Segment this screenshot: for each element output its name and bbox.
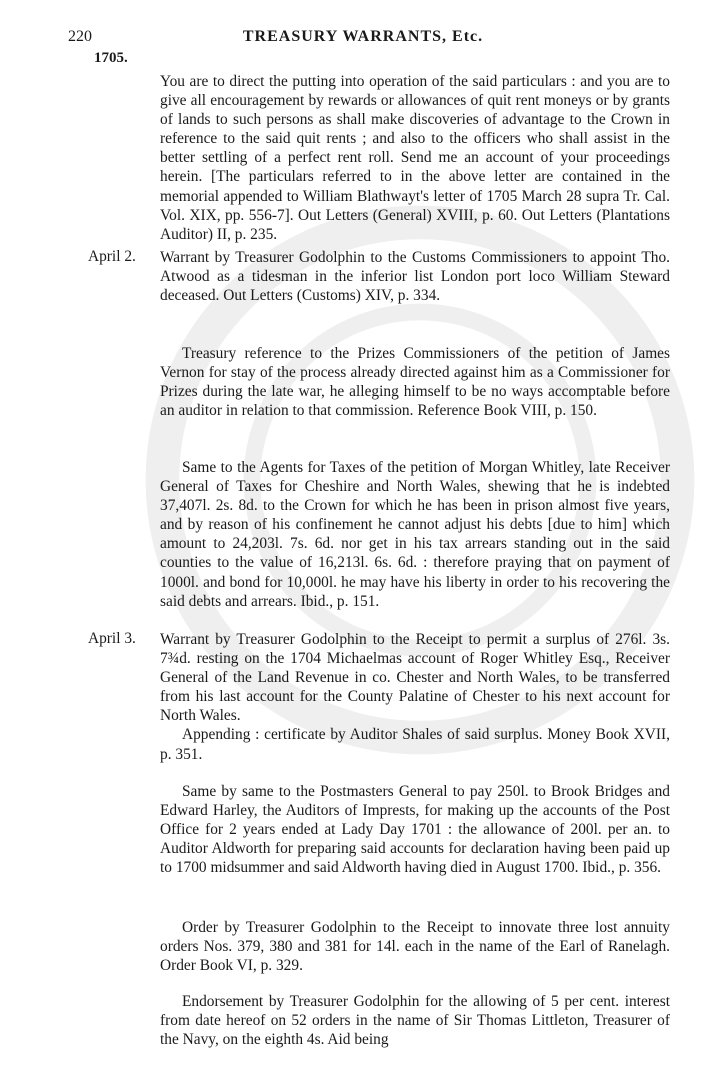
year-heading: 1705. [94, 50, 128, 66]
entry-paragraph [160, 344, 670, 420]
page-number: 220 [68, 28, 92, 45]
entry-paragraph [160, 72, 670, 244]
paragraph-text: Same to the Agents for Taxes of the petition of Morgan Whitley, late Receiver General of Taxes for Cheshire and North Wales, shewing that he is indebted 37,407l. 2s. 8d. to the Crown for which he has been in prison almost five years, and by reason of his confinement he cannot adjust his debts [due to him] which amount to 24,203l. 7s. 6d. nor get in his tax arrears standing out in the said counties to the value of 16,213l. 6s. 6d. : therefore praying that on payment of 1000l. and bond for 10,000l. he may have his liberty in order to his recovering the said debts and arrears. Ibid., p. 151. [160, 459, 670, 610]
paragraph-text: Warrant by Treasurer Godolphin to the Receipt to permit a surplus of 276l. 3s. 7¾d. resting on the 1704 Michaelmas account of Roger Whitley Esq., Receiver General of the Land Revenue in co. Chester and North Wales, to be transferred from his last account for the County Palatine of Chester to his next account for North Wales. [160, 631, 670, 725]
page-header [58, 28, 668, 52]
entry-date: April 2. [88, 248, 136, 265]
entry-paragraph [160, 782, 670, 877]
paragraph-text: Appending : certificate by Auditor Shales of said surplus. Money Book XVII, p. 351. [160, 726, 670, 763]
entry-paragraph [160, 248, 670, 305]
entry-date: April 3. [88, 630, 136, 647]
entry-paragraph [160, 458, 670, 611]
entry-paragraph [160, 918, 670, 975]
entry-paragraph [160, 992, 670, 1049]
paragraph-text: You are to direct the putting into operation of the said particulars : and you are to give all encouragement by rewards or allowances of quit rent moneys or by grants of lands to such persons as shall make discoveries of advantage to the Crown in reference to the said quit rents ; and also to the officers who shall assist in the better settling of a perfect rent roll. Send me an account of your proceedings herein. [The particulars referred to in the above letter are contained in the memorial appended to William Blathwayt's letter of 1705 March 28 supra Tr. Cal. Vol. XIX, pp. 556-7]. Out Letters (General) XVIII, p. 60. Out Letters (Plantations Auditor) II, p. 235. [160, 73, 670, 243]
paragraph-text: Same by same to the Postmasters General to pay 250l. to Brook Bridges and Edward Harley, the Auditors of Imprests, for making up the accounts of the Post Office for 2 years ended at Lady Day 1701 : the allowance of 200l. per an. to Auditor Aldworth for preparing said accounts for declaration having been paid up to 1700 midsummer and said Aldworth having died in August 1700. Ibid., p. 356. [160, 783, 670, 877]
paragraph-text: Endorsement by Treasurer Godolphin for the allowing of 5 per cent. interest from date hereof on 52 orders in the name of Sir Thomas Littleton, Treasurer of the Navy, on the eighth 4s. Aid being [160, 993, 670, 1049]
running-title: TREASURY WARRANTS, Etc. [242, 28, 484, 45]
paragraph-text: Treasury reference to the Prizes Commissioners of the petition of James Vernon for stay of the process already directed against him as a Commissioner for Prizes during the late war, he alleging himself to be no ways accomptable before an auditor in relation to that commission. Reference Book VIII, p. 150. [160, 345, 670, 420]
entry-paragraph [160, 630, 670, 764]
paragraph-text: Order by Treasurer Godolphin to the Receipt to innovate three lost annuity orders Nos. 379, 380 and 381 for 14l. each in the name of the Earl of Ranelagh. Order Book VI, p. 329. [160, 919, 670, 975]
paragraph-text: Warrant by Treasurer Godolphin to the Customs Commissioners to appoint Tho. Atwood as a tidesman in the inferior list London port loco William Steward deceased. Out Letters (Customs) XIV, p. 334. [160, 249, 670, 305]
